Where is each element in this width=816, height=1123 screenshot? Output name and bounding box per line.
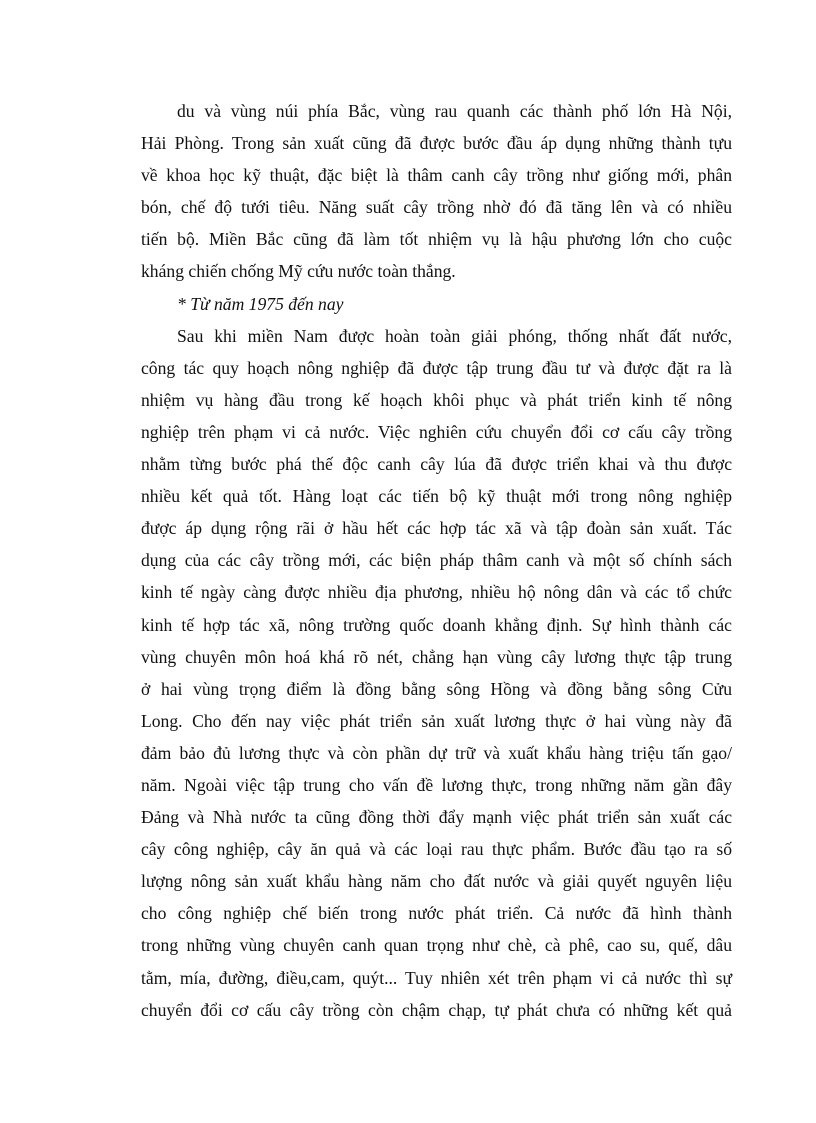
paragraph-line: chuyển đổi cơ cấu cây trồng còn chậm chạp, tự phát chưa có những kết quả	[141, 999, 732, 1020]
paragraph-line: tiến bộ. Miền Bắc cũng đã làm tốt nhiệm vụ là hậu phương lớn cho cuộc	[141, 229, 732, 250]
paragraph-line: về khoa học kỹ thuật, đặc biệt là thâm canh cây trồng như giống mới, phân	[141, 165, 732, 186]
paragraph-line: kháng chiến chống Mỹ cứu nước toàn thắng.	[141, 261, 456, 282]
paragraph-line: vùng chuyên môn hoá khá rõ nét, chẳng hạn vùng cây lương thực tập trung	[141, 646, 732, 667]
paragraph-line: Sau khi miền Nam được hoàn toàn giải phóng, thống nhất đất nước,	[177, 325, 732, 346]
paragraph-line: cây công nghiệp, cây ăn quả và các loại rau thực phẩm. Bước đầu tạo ra số	[141, 839, 732, 860]
paragraph-line: trong những vùng chuyên canh quan trọng như chè, cà phê, cao su, quế, dâu	[141, 935, 732, 956]
paragraph-line: nghiệp trên phạm vi cả nước. Việc nghiên cứu chuyển đổi cơ cấu cây trồng	[141, 421, 732, 442]
paragraph-line: kinh tế hợp tác xã, nông trường quốc doanh khẳng định. Sự hình thành các	[141, 614, 732, 635]
paragraph-line: năm. Ngoài việc tập trung cho vấn đề lương thực, trong những năm gần đây	[141, 774, 732, 795]
paragraph-line: Hải Phòng. Trong sản xuất cũng đã được bước đầu áp dụng những thành tựu	[141, 133, 732, 154]
section-heading: * Từ năm 1975 đến nay	[177, 293, 344, 314]
paragraph-line: Đảng và Nhà nước ta cũng đồng thời đẩy mạnh việc phát triển sản xuất các	[141, 807, 732, 828]
paragraph-line: được áp dụng rộng rãi ở hầu hết các hợp tác xã và tập đoàn sản xuất. Tác	[141, 518, 732, 539]
paragraph-line: đảm bảo đủ lương thực và còn phần dự trữ và xuất khẩu hàng triệu tấn gạo/	[141, 742, 732, 763]
paragraph-line: ở hai vùng trọng điểm là đồng bằng sông Hồng và đồng bằng sông Cửu	[141, 678, 732, 699]
paragraph-line: nhiều kết quả tốt. Hàng loạt các tiến bộ kỹ thuật mới trong nông nghiệp	[141, 486, 732, 507]
paragraph-line: kinh tế ngày càng được nhiều địa phương, nhiều hộ nông dân và các tổ chức	[141, 582, 732, 603]
paragraph-line: cho công nghiệp chế biến trong nước phát triển. Cả nước đã hình thành	[141, 903, 732, 924]
paragraph-line: dụng của các cây trồng mới, các biện pháp thâm canh và một số chính sách	[141, 550, 732, 571]
paragraph-line: nhiệm vụ hàng đầu trong kế hoạch khôi phục và phát triển kinh tế nông	[141, 389, 732, 410]
paragraph-line: lượng nông sản xuất khẩu hàng năm cho đất nước và giải quyết nguyên liệu	[141, 871, 732, 892]
paragraph-line: bón, chế độ tưới tiêu. Năng suất cây trồng nhờ đó đã tăng lên và có nhiều	[141, 197, 732, 218]
document-body	[141, 95, 732, 1026]
paragraph-line: nhằm từng bước phá thế độc canh cây lúa đã được triển khai và thu được	[141, 454, 732, 475]
paragraph-line: tằm, mía, đường, điều,cam, quýt... Tuy nhiên xét trên phạm vi cả nước thì sự	[141, 967, 732, 988]
paragraph-line: du và vùng núi phía Bắc, vùng rau quanh các thành phố lớn Hà Nội,	[177, 101, 732, 121]
paragraph-line: công tác quy hoạch nông nghiệp đã được tập trung đầu tư và được đặt ra là	[141, 357, 732, 378]
paragraph-line: Long. Cho đến nay việc phát triển sản xuất lương thực ở hai vùng này đã	[141, 710, 732, 731]
